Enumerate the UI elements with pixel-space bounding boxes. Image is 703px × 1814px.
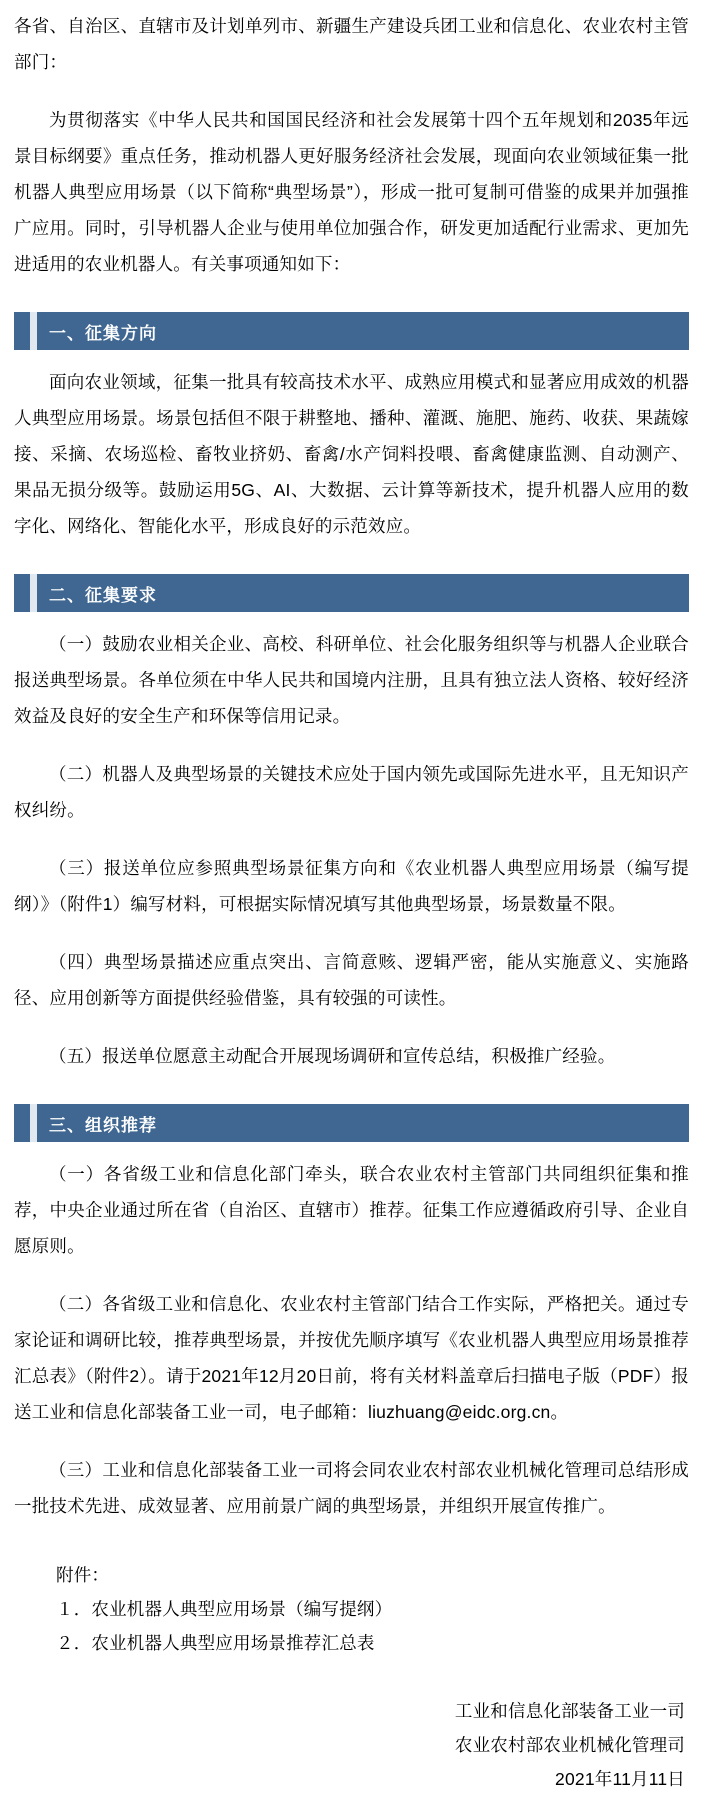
section-1-paragraph-1: 面向农业领域，征集一批具有较高技术水平、成熟应用模式和显著应用成效的机器人典型应用场景。场景包括但不限于耕整地、播种、灌溉、施肥、施药、收获、果蔬嫁接、采摘、农场巡检、畜牧业挤奶、畜禽/水产饲料投喂、畜禽健康监测、自动测产、果品无损分级等。鼓励运用5G、AI、大数据、云计算等新技术，提升机器人应用的数字化、网络化、智能化水平，形成良好的示范效应。 <box>14 372 689 536</box>
section-header-2 <box>14 574 689 612</box>
section-header-1 <box>14 312 689 350</box>
attachment-item-2: ２．农业机器人典型应用场景推荐汇总表 <box>56 1633 375 1653</box>
signature-issuer-1: 工业和信息化部装备工业一司 <box>454 1701 685 1721</box>
section-body-3 <box>14 1156 689 1524</box>
section-title-1: 一、征集方向 <box>49 323 157 343</box>
section-2-paragraph-2: （二）机器人及典型场景的关键技术应处于国内领先或国际先进水平，且无知识产权纠纷。 <box>14 764 689 820</box>
signature-date: 2021年11月11日 <box>555 1769 685 1789</box>
section-body-2 <box>14 626 689 1074</box>
attachments-block <box>14 1558 689 1660</box>
attachments-label: 附件： <box>56 1565 110 1585</box>
section-2-paragraph-3: （三）报送单位应参照典型场景征集方向和《农业机器人典型应用场景（编写提纲）》（附件1）编写材料，可根据实际情况填写其他典型场景，场景数量不限。 <box>14 858 689 914</box>
signature-block <box>14 1694 689 1796</box>
section-title-3: 三、组织推荐 <box>49 1115 157 1135</box>
section-2-paragraph-4: （四）典型场景描述应重点突出、言简意赅、逻辑严密，能从实施意义、实施路径、应用创新等方面提供经验借鉴，具有较强的可读性。 <box>14 952 689 1008</box>
section-accent-icon <box>30 1104 37 1142</box>
section-accent-icon <box>30 312 37 350</box>
section-body-1 <box>14 364 689 544</box>
section-3-paragraph-2: （二）各省级工业和信息化、农业农村主管部门结合工作实际，严格把关。通过专家论证和调研比较，推荐典型场景，并按优先顺序填写《农业机器人典型应用场景推荐汇总表》（附件2）。请于2021年12月20日前，将有关材料盖章后扫描电子版（PDF）报送工业和信息化部装备工业一司，电子邮箱：liuzhuang@eidc.org.cn。 <box>14 1294 689 1422</box>
signature-issuer-2: 农业农村部农业机械化管理司 <box>454 1735 685 1755</box>
section-2-paragraph-1: （一）鼓励农业相关企业、高校、科研单位、社会化服务组织等与机器人企业联合报送典型场景。各单位须在中华人民共和国境内注册，且具有独立法人资格、较好经济效益及良好的安全生产和环保等信用记录。 <box>14 634 689 726</box>
section-2-paragraph-5: （五）报送单位愿意主动配合开展现场调研和宣传总结，积极推广经验。 <box>49 1046 616 1066</box>
section-accent-icon <box>30 574 37 612</box>
section-3-paragraph-3: （三）工业和信息化部装备工业一司将会同农业农村部农业机械化管理司总结形成一批技术先进、成效显著、应用前景广阔的典型场景，并组织开展宣传推广。 <box>14 1460 689 1516</box>
attachment-item-1: １．农业机器人典型应用场景（编写提纲） <box>56 1599 393 1619</box>
section-header-3 <box>14 1104 689 1142</box>
addressee-line: 各省、自治区、直辖市及计划单列市、新疆生产建设兵团工业和信息化、农业农村主管部门： <box>14 16 689 72</box>
preamble-paragraph: 为贯彻落实《中华人民共和国国民经济和社会发展第十四个五年规划和2035年远景目标纲要》重点任务，推动机器人更好服务经济社会发展，现面向农业领域征集一批机器人典型应用场景（以下简称“典型场景”），形成一批可复制可借鉴的成果并加强推广应用。同时，引导机器人企业与使用单位加强合作，研发更加适配行业需求、更加先进适用的农业机器人。有关事项通知如下： <box>14 110 689 274</box>
section-title-2: 二、征集要求 <box>49 585 157 605</box>
section-3-paragraph-1: （一）各省级工业和信息化部门牵头，联合农业农村主管部门共同组织征集和推荐，中央企业通过所在省（自治区、直辖市）推荐。征集工作应遵循政府引导、企业自愿原则。 <box>14 1164 689 1256</box>
